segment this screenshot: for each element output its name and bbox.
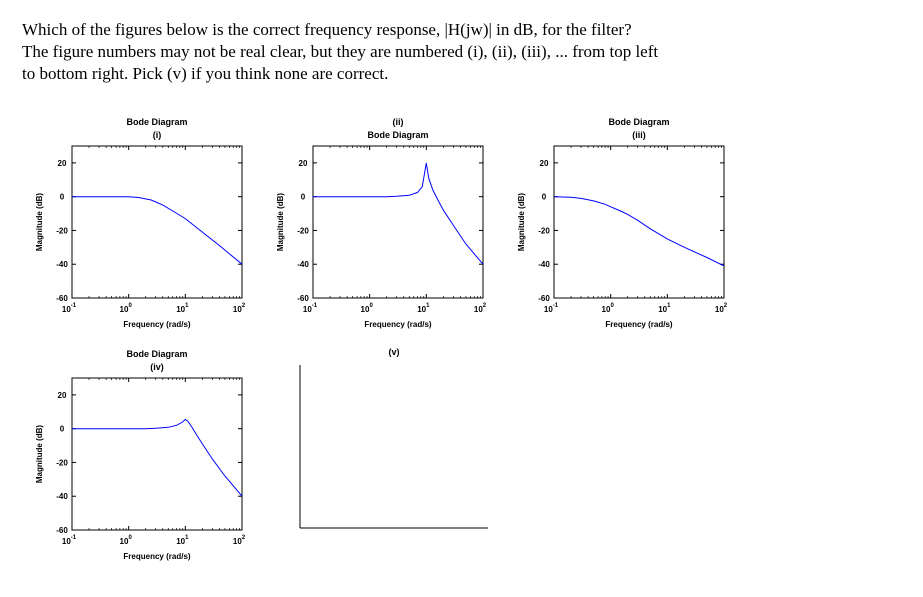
- y-tick-label: -60: [297, 294, 309, 303]
- y-tick-label: 0: [59, 424, 65, 434]
- y-tick-label: -20: [538, 226, 550, 236]
- plot-subtitle: (iii): [632, 130, 646, 140]
- plot-subtitle: (v): [388, 347, 400, 357]
- plot-subtitle: (ii): [392, 117, 404, 127]
- plot-title: Bode Diagram: [367, 130, 429, 140]
- y-tick-label: 0: [300, 192, 306, 202]
- x-tick-label: $10^2$: [232, 303, 246, 314]
- bode-plot: [276, 117, 487, 329]
- x-tick-label: $10^{-1}$: [302, 303, 318, 314]
- plot-title: Bode Diagram: [608, 117, 670, 127]
- y-tick-label: -40: [56, 492, 68, 502]
- y-tick-label: -60: [56, 526, 68, 535]
- question-line: The figure numbers may not be real clear, but they are numbered (i), (ii), (iii), ... from top left: [22, 42, 659, 61]
- bode-plot: [517, 117, 728, 329]
- y-tick-label: -40: [538, 260, 550, 270]
- y-tick-label: -40: [56, 260, 68, 270]
- plot-title: Bode Diagram: [126, 349, 188, 359]
- bode-plot: [35, 117, 246, 329]
- x-tick-label: $10^0$: [601, 303, 614, 314]
- magnitude-line: [72, 419, 242, 496]
- x-tick-label: $10^1$: [176, 303, 189, 314]
- y-tick-label: 20: [57, 158, 67, 168]
- magnitude-line: [313, 163, 483, 264]
- x-tick-label: $10^1$: [658, 303, 671, 314]
- plot-subtitle: (iv): [150, 362, 164, 372]
- y-tick-label: -60: [538, 294, 550, 303]
- x-tick-label: $10^1$: [176, 535, 189, 546]
- plot-subtitle: (i): [152, 130, 162, 140]
- y-tick-label: -40: [297, 260, 309, 270]
- x-tick-label: $10^{-1}$: [543, 303, 559, 314]
- y-tick-label: 20: [57, 390, 67, 400]
- question-line: to bottom right. Pick (v) if you think none are correct.: [22, 64, 389, 83]
- y-axis-label: Magnitude (dB): [35, 424, 44, 484]
- x-tick-label: $10^2$: [714, 303, 728, 314]
- y-tick-label: 20: [539, 158, 549, 168]
- plot-frame: [72, 378, 242, 530]
- x-tick-label: $10^1$: [417, 303, 430, 314]
- x-tick-label: $10^{-1}$: [61, 303, 77, 314]
- plot-frame: [554, 146, 724, 298]
- y-axis-label: Magnitude (dB): [517, 192, 526, 252]
- x-tick-label: $10^2$: [473, 303, 487, 314]
- plot-frame: [72, 146, 242, 298]
- x-tick-label: $10^0$: [119, 303, 132, 314]
- plot-frame: [313, 146, 483, 298]
- x-axis-label: Frequency (rad/s): [605, 320, 673, 329]
- magnitude-line: [554, 197, 724, 266]
- x-tick-label: $10^0$: [360, 303, 373, 314]
- x-tick-label: $10^2$: [232, 535, 246, 546]
- x-axis-label: Frequency (rad/s): [123, 320, 191, 329]
- y-tick-label: -20: [297, 226, 309, 236]
- magnitude-line: [72, 197, 242, 265]
- y-tick-label: 20: [298, 158, 308, 168]
- y-axis-label: Magnitude (dB): [276, 192, 285, 252]
- x-axis-label: Frequency (rad/s): [364, 320, 432, 329]
- plot-title: Bode Diagram: [126, 117, 188, 127]
- x-axis-label: Frequency (rad/s): [123, 552, 191, 561]
- x-tick-label: $10^{-1}$: [61, 535, 77, 546]
- x-tick-label: $10^0$: [119, 535, 132, 546]
- y-tick-label: -60: [56, 294, 68, 303]
- y-tick-label: -20: [56, 458, 68, 468]
- bode-plot: [300, 347, 488, 528]
- y-tick-label: 0: [59, 192, 65, 202]
- y-tick-label: -20: [56, 226, 68, 236]
- y-tick-label: 0: [541, 192, 547, 202]
- bode-plot: [35, 349, 246, 561]
- y-axis-label: Magnitude (dB): [35, 192, 44, 252]
- question-line: Which of the figures below is the correct frequency response, |H(jw)| in dB, for the filter?: [22, 20, 632, 39]
